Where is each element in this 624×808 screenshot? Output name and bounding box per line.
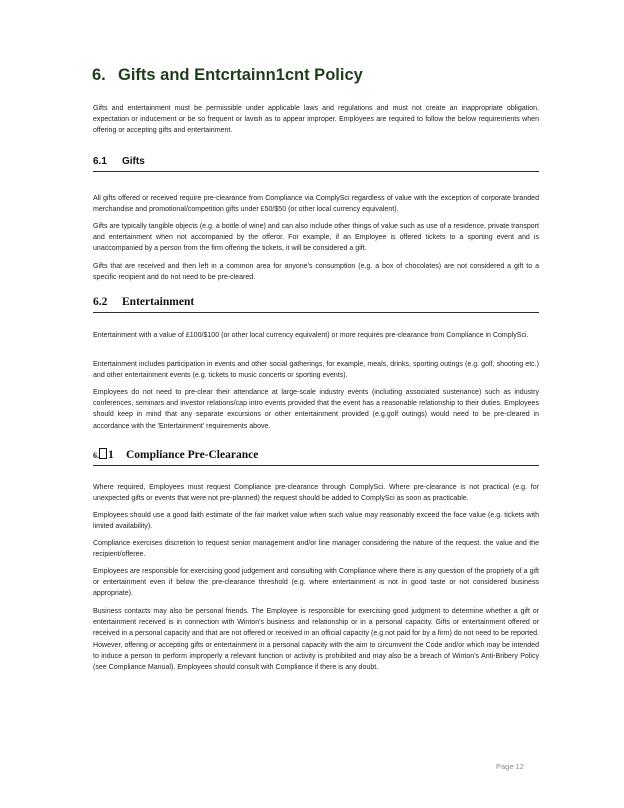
section-number: 6.1	[93, 156, 107, 167]
section-number-prefix: 6.	[93, 451, 99, 460]
section-title: Gifts	[122, 156, 145, 167]
missing-glyph-icon	[99, 448, 107, 459]
section-title: Compliance Pre-Clearance	[126, 449, 259, 461]
gifts-paragraph-1: All gifts offered or received require pre-clearance from Compliance via ComplySci regardless of value with the exception of corporate branded merchandise and promotional/competition gifts under £50/$50 (or other local currency equivalent).	[93, 195, 539, 214]
entertainment-paragraph-2: Entertainment includes participation in events and other social gatherings, for example, meals, drinks, sporting outings (e.g. golf, shooting etc.) and other entertainment events (e.g. tickets to music concerts or sporting events).	[93, 361, 539, 380]
section-number-suffix: 1	[108, 449, 114, 461]
entertainment-paragraph-1: Entertainment with a value of £100/$100 (or other local currency equivalent) or more requires pre-clearance from Compliance in ComplySci.	[93, 332, 529, 339]
page-title	[92, 66, 552, 85]
title-text: Gifts and Entcrtainn1cnt Policy	[118, 66, 363, 84]
section-heading-gifts	[93, 156, 539, 172]
section-title: Entertainment	[122, 296, 195, 308]
compliance-paragraph-4: Employees are responsible for exercising good judgement and consulting with Compliance where there is any question of the propriety of a gift or entertainment even if below the pre-clearance threshold (e.g. where entertainment is not in good taste or not considered business appropriate).	[93, 568, 539, 598]
section-number: 6.2	[93, 296, 108, 308]
compliance-paragraph-3: Compliance exercises discretion to request senior management and/or line manager considering the nature of the request. the value and the recipient/offeree.	[93, 540, 539, 559]
title-number: 6.	[92, 66, 106, 84]
intro-paragraph: Gifts and entertainment must be permissible under applicable laws and regulations and must not create an inappropriate obligation, expectation or inducement or be so frequent or lavish as to appear improper. Employees are required to follow the below requirements when offering or accepting gifts and entertainment.	[93, 105, 539, 135]
gifts-paragraph-2: Gifts are typically tangible objects (e.g. a bottle of wine) and can also include other things of value such as use of a residence, private transport and entertainment when not accompanied by the offeror. For example, if an Employee is offered tickets to a sporting event and is unaccompanied by a person from the firm offering the tickets, it will be considered a gift.	[93, 223, 539, 253]
compliance-paragraph-1: Where required, Employees must request Compliance pre-clearance through ComplySci. Where pre-clearance is not practical (e.g. for unexpected gifts or events that were not pre-planned) the request should be added to ComplySci as soon as practicable.	[93, 484, 539, 503]
entertainment-paragraph-3: Employees do not need to pre-clear their attendance at large-scale industry events (including associated sustenance) such as industry conferences, seminars and investor relations/cap intro events provided that the event has a reasonable relationship to their duties. Employees should keep in mind that any separate excursions or other entertainment provided (e.g.golf outings) would need to be pre-cleared in accordance with the 'Entertainment' requirements above.	[93, 389, 539, 430]
compliance-paragraph-5: Business contacts may also be personal friends. The Employee is responsible for exercising good judgment to determine whether a gift or entertainment received is in connection with Winton's business and relationship or in a personal capacity. Gifts or entertainment offered or received in a personal capacity and that are not offered or received in an official capacity (e.g.not paid for by a firm) do not need to be reported. However, offering or accepting gifts or entertainment in a personal capacity with the aim to circumvent the Code and/or which may be intended to induce a person to perform improperly a relevant function or activity is prohibited and may also be a breach of Winton's Anti-Bribery Policy (see Compliance Manual). Employees should consult with Compliance if there is any doubt.	[93, 608, 539, 672]
gifts-paragraph-3: Gifts that are received and then left in a common area for anyone's consumption (e.g. a box of chocolates) are not considered a gift to a specific recipient and do not need to be pre-cleared.	[93, 263, 539, 282]
section-heading-entertainment	[93, 296, 539, 313]
page-number: Page 12	[496, 762, 524, 771]
section-heading-compliance	[93, 448, 539, 466]
compliance-paragraph-2: Employees should use a good faith estimate of the fair market value when such value may reasonably exceed the face value (e.g. tickets with limited availability).	[93, 512, 539, 531]
